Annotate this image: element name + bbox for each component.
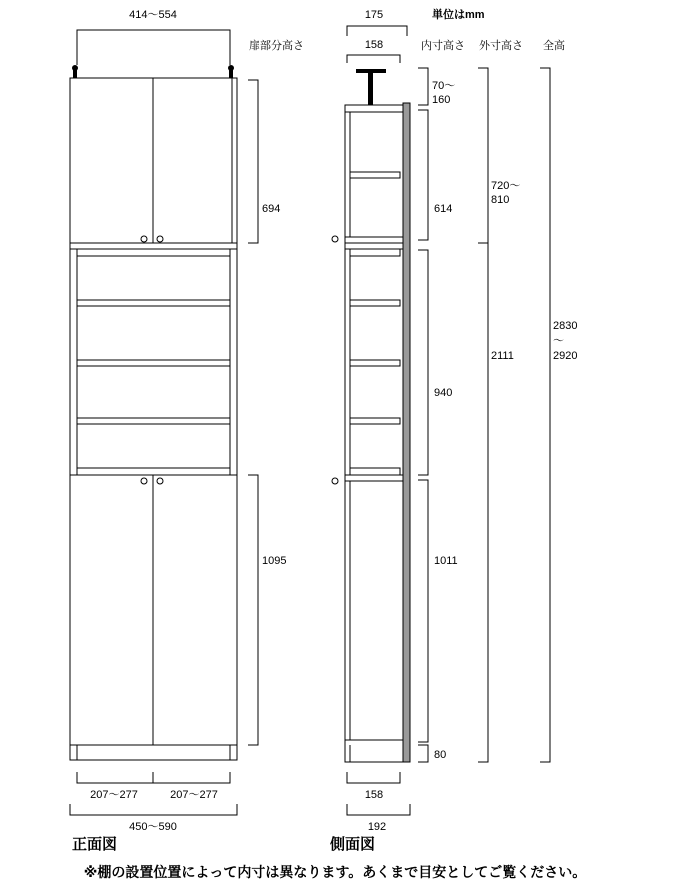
front-upper-knob-left [141,236,147,242]
side-middle-top [350,249,400,256]
side-upper-bottom [345,237,403,243]
side-base [345,740,403,762]
side-upper-shelf [350,172,400,178]
side-view [330,9,577,853]
door-width-right-label: 207〜277 [170,789,218,801]
front-middle-bottom [77,468,230,475]
base-height-bracket [418,745,428,762]
bottom-inner-depth-label: 158 [364,789,384,801]
top-outer-depth-label: 175 [364,9,384,21]
unit-label: 単位はmm [432,9,485,21]
header-door-height: 扉部分高さ [249,40,304,52]
front-shelf-2 [77,360,230,366]
top-inner-depth-line [347,55,400,63]
side-shelf-3 [350,418,400,424]
middle-inner-height-label: 940 [434,387,453,399]
front-lower-knob-left [141,478,147,484]
lower-door-height-label: 1095 [262,555,287,567]
lower-door-height-bracket [248,475,258,745]
upper-inner-height-bracket [418,110,428,240]
total-height-label-1: 2830 [553,320,578,332]
middle-inner-height-bracket [418,250,428,475]
front-middle-top [77,249,230,256]
upper-door-height-label: 694 [262,203,281,215]
total-height-bracket [540,68,550,762]
header-outer-height: 外寸高さ [479,40,523,52]
total-width-label: 450〜590 [129,821,177,833]
header-total-height: 全高 [543,40,565,52]
front-lower-knob-right [157,478,163,484]
side-middle-bottom [350,468,400,475]
front-upper-knob-right [157,236,163,242]
upper-door-height-bracket [248,80,258,243]
side-upper-knob [332,236,338,242]
header-inner-height: 内寸高さ [421,40,465,52]
side-lower-cabinet [345,475,403,745]
base-height-label: 80 [434,749,447,761]
bottom-outer-depth-line [347,804,410,815]
top-width-label: 414〜554 [129,9,177,21]
side-back-panel [403,103,410,762]
side-view-title: 側面図 [330,836,376,853]
bottom-outer-depth-label: 192 [367,821,387,833]
upper-outer-height-label-2: 810 [491,194,510,206]
front-view [70,9,286,853]
total-height-label-3: 2920 [553,350,578,362]
upper-outer-height-label-1: 720〜 [491,180,521,192]
side-divider-plate [345,243,403,249]
top-outer-depth-line [347,26,407,36]
adjuster-height-label-2: 160 [432,94,451,106]
door-width-left-label: 207〜277 [90,789,138,801]
front-adjuster-left [72,65,78,78]
lower-outer-height-bracket [478,243,488,762]
front-shelf-1 [77,300,230,306]
side-upper-top [345,105,403,112]
footnote: ※棚の設置位置によって内寸は異なります。あくまで目安としてご覧ください。 [83,864,587,880]
bottom-inner-depth-line [347,772,400,783]
adjuster-height-label-1: 70〜 [432,80,456,92]
side-lower-knob [332,478,338,484]
front-divider-plate [70,243,237,249]
side-ceiling-adjuster [356,69,386,105]
top-width-dimension-line [77,30,230,65]
top-inner-depth-label: 158 [364,39,384,51]
front-base [70,745,237,760]
upper-inner-height-label: 614 [434,203,453,215]
side-shelf-2 [350,360,400,366]
lower-inner-height-label: 1011 [434,555,458,567]
adjuster-height-bracket [418,68,428,105]
upper-outer-height-bracket [478,68,488,243]
front-view-title: 正面図 [72,836,118,853]
lower-inner-height-bracket [418,480,428,742]
total-width-dimension-line [70,804,237,815]
front-adjuster-right [228,65,234,78]
side-shelf-1 [350,300,400,306]
front-shelf-3 [77,418,230,424]
lower-outer-height-label: 2111 [491,350,514,362]
total-height-label-2: 〜 [553,335,564,347]
